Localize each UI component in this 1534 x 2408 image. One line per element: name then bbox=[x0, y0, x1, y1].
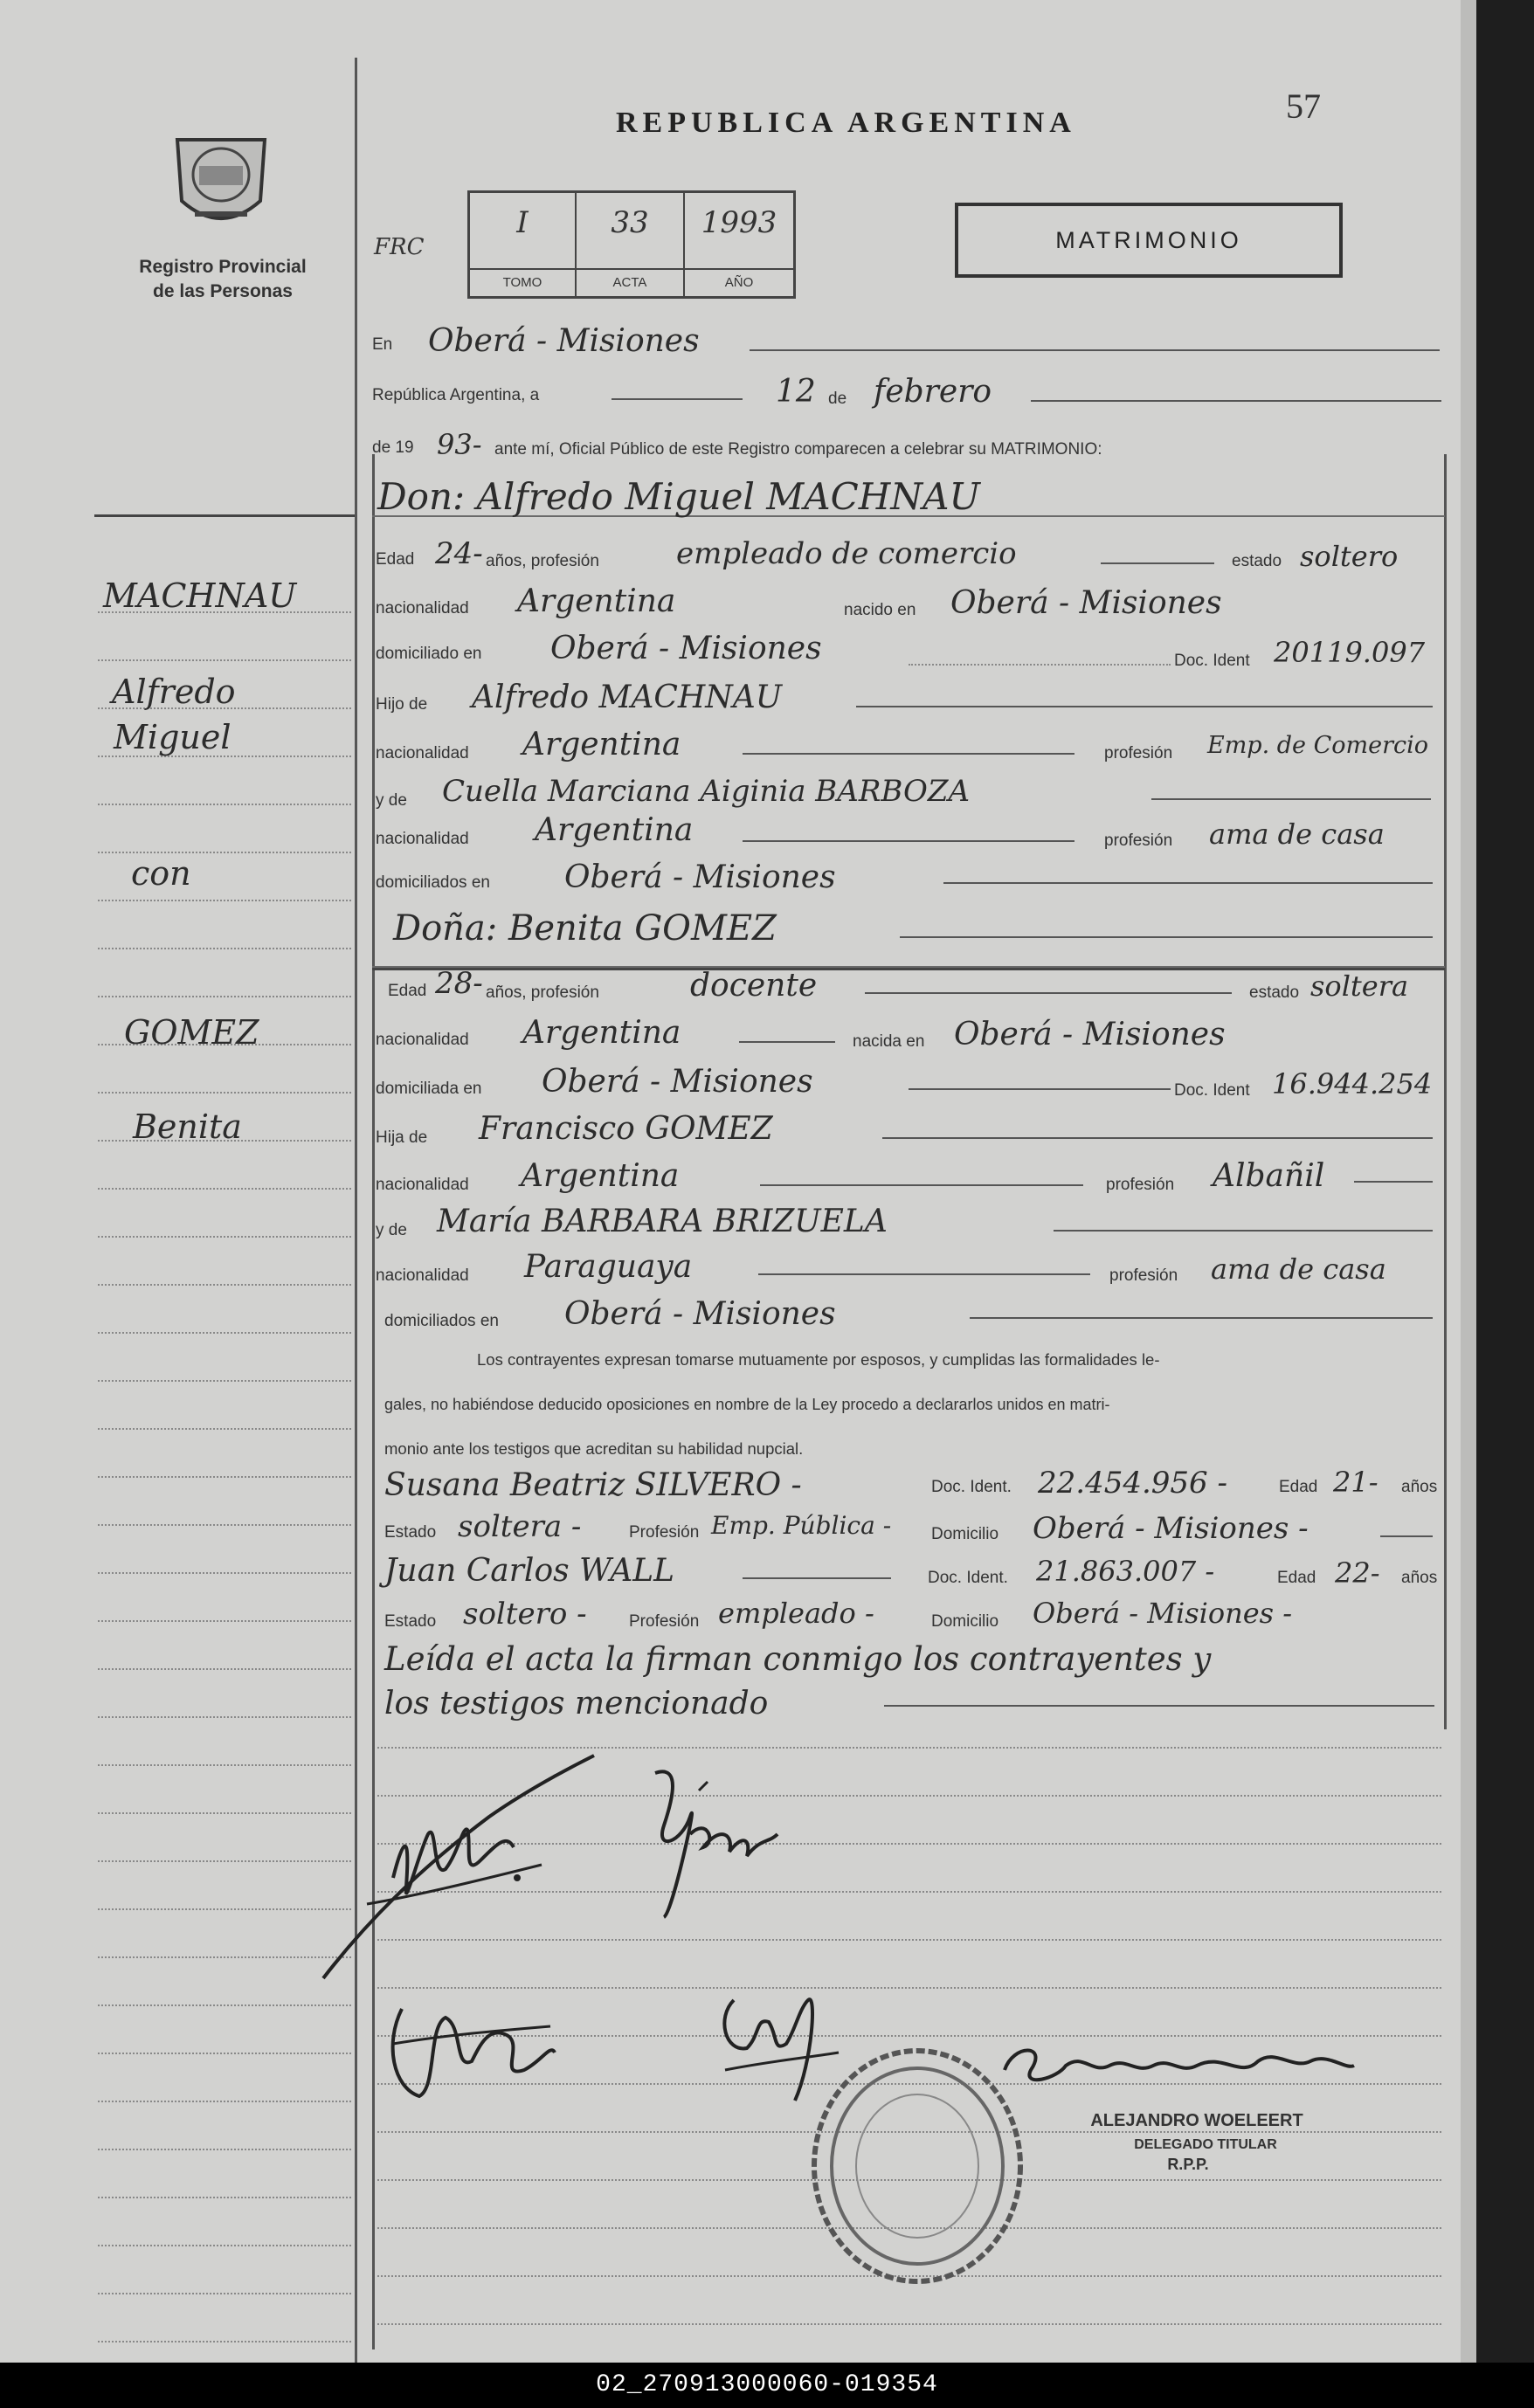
margin-rule bbox=[98, 1380, 351, 1382]
groom-father: Alfredo MACHNAU bbox=[472, 680, 783, 715]
tomo-label: TOMO bbox=[470, 268, 575, 296]
margin-rule bbox=[98, 1092, 351, 1094]
margin-rule bbox=[98, 1188, 351, 1190]
groom-estado: soltero bbox=[1300, 540, 1399, 573]
bride-father-prof-label: profesión bbox=[1106, 1176, 1175, 1194]
margin-rule bbox=[98, 1860, 351, 1862]
groom-mother-prof-label: profesión bbox=[1104, 831, 1173, 850]
margin-rule bbox=[98, 2004, 351, 2006]
bride-doc: 16.944.254 bbox=[1272, 1067, 1433, 1101]
groom-doc: 20119.097 bbox=[1274, 636, 1426, 669]
body-right-border bbox=[1444, 454, 1447, 1729]
margin-rule bbox=[98, 2245, 351, 2246]
margin-rule bbox=[98, 2149, 351, 2150]
document-type-box: MATRIMONIO bbox=[955, 203, 1343, 278]
bride-father: Francisco GOMEZ bbox=[479, 1111, 773, 1147]
closing-line1: Leída el acta la firman conmigo los contrayentes y bbox=[384, 1640, 1212, 1678]
witness2-doc-label: Doc. Ident. bbox=[928, 1569, 1008, 1587]
witness1-profesion: Emp. Pública - bbox=[711, 1511, 892, 1540]
groom-profesion: empleado de comercio bbox=[676, 536, 1017, 571]
groom-mother-nac: Argentina bbox=[535, 812, 694, 848]
image-reference-caption: 02_270913000060-019354 bbox=[0, 2363, 1534, 2408]
declaration-line1: Los contrayentes expresan tomarse mutuamente por esposos, y cumplidas las formalidades le- bbox=[477, 1350, 1160, 1369]
groom-anos-label: años, profesión bbox=[486, 552, 599, 570]
margin-bride-given: Benita bbox=[133, 1107, 242, 1146]
bride-profesion: docente bbox=[690, 968, 818, 1004]
margin-rule bbox=[98, 1476, 351, 1478]
dash bbox=[743, 1577, 891, 1579]
groom-domicilio: Oberá - Misiones bbox=[550, 631, 822, 666]
margin-rule bbox=[98, 659, 351, 661]
bride-nacida-label: nacida en bbox=[853, 1032, 925, 1051]
page-edge bbox=[1461, 0, 1476, 2363]
witness1-prof-label: Profesión bbox=[629, 1523, 700, 1542]
witness1-estado-label: Estado bbox=[384, 1523, 437, 1542]
bride-edad: 28- bbox=[435, 966, 483, 1001]
bride-parents-dom: Oberá - Misiones bbox=[564, 1296, 836, 1332]
dash bbox=[1101, 562, 1214, 564]
closing-line2: los testigos mencionado bbox=[384, 1686, 769, 1721]
place: Oberá - Misiones bbox=[428, 323, 700, 359]
margin-connector: con bbox=[131, 854, 191, 893]
en-label: En bbox=[372, 335, 393, 354]
dash bbox=[882, 1137, 1433, 1139]
dash bbox=[856, 706, 1433, 707]
margin-rule bbox=[98, 1284, 351, 1286]
day: 12 bbox=[776, 374, 816, 410]
groom-doc-label: Doc. Ident bbox=[1174, 652, 1250, 670]
margin-bride-surname: GOMEZ bbox=[124, 1013, 259, 1052]
official-name: ALEJANDRO WOELEERT bbox=[1090, 2111, 1303, 2130]
opening-text: ante mí, Oficial Público de este Registro comparecen a celebrar su MATRIMONIO: bbox=[494, 440, 1102, 459]
margin-rule bbox=[98, 1668, 351, 1670]
groom-father-nac-label: nacionalidad bbox=[376, 744, 469, 762]
bride-nacida: Oberá - Misiones bbox=[954, 1017, 1226, 1052]
groom-nacido-label: nacido en bbox=[844, 601, 916, 619]
witness1-edad-label: Edad bbox=[1279, 1478, 1318, 1496]
groom-father-prof-label: profesión bbox=[1104, 744, 1173, 762]
margin-rule bbox=[98, 1908, 351, 1910]
margin-rule bbox=[98, 1428, 351, 1430]
margin-rule bbox=[98, 1620, 351, 1622]
witness2-edad-label: Edad bbox=[1277, 1569, 1316, 1587]
groom-edad: 24- bbox=[435, 536, 483, 571]
margin-rule bbox=[98, 1524, 351, 1526]
registry-name-line1: Registro Provincial bbox=[139, 257, 307, 277]
witness2-estado: soltero - bbox=[463, 1597, 587, 1632]
groom-yde-label: y de bbox=[376, 791, 407, 810]
bride-dom-label: domiciliada en bbox=[376, 1080, 482, 1098]
margin-rule bbox=[98, 852, 351, 853]
dash bbox=[865, 992, 1232, 994]
acta-reference-box bbox=[467, 190, 796, 299]
groom-nac-label: nacionalidad bbox=[376, 599, 469, 618]
margin-top-rule bbox=[94, 514, 355, 517]
groom-mother-prof: ama de casa bbox=[1209, 818, 1385, 851]
witness2-prof-label: Profesión bbox=[629, 1612, 700, 1631]
margin-rule bbox=[98, 2101, 351, 2102]
groom-name-line: Don: Alfredo Miguel MACHNAU bbox=[377, 475, 980, 518]
year-prefix: de 19 bbox=[372, 438, 414, 457]
bride-mother: María BARBARA BRIZUELA bbox=[437, 1204, 888, 1239]
bride-mother-nac: Paraguaya bbox=[524, 1249, 693, 1285]
margin-groom-given2: Miguel bbox=[114, 718, 231, 756]
groom-hijo-label: Hijo de bbox=[376, 695, 428, 714]
witness2-estado-label: Estado bbox=[384, 1612, 437, 1631]
dash bbox=[884, 1705, 1434, 1707]
bride-father-nac-label: nacionalidad bbox=[376, 1176, 469, 1194]
witness2-dom-label: Domicilio bbox=[931, 1612, 999, 1631]
margin-rule bbox=[98, 1716, 351, 1718]
witness1-dom-label: Domicilio bbox=[931, 1525, 999, 1543]
dash bbox=[1151, 798, 1431, 800]
declaration-line3: monio ante los testigos que acreditan su habilidad nupcial. bbox=[384, 1439, 804, 1458]
groom-nacido: Oberá - Misiones bbox=[950, 585, 1222, 621]
margin-rule bbox=[98, 2197, 351, 2198]
frc-label: FRC bbox=[374, 234, 425, 260]
witness2-anos-label: años bbox=[1401, 1569, 1438, 1587]
bride-mother-prof-label: profesión bbox=[1109, 1266, 1178, 1285]
groom-parents-dom-label: domiciliados en bbox=[376, 873, 490, 892]
groom-estado-label: estado bbox=[1232, 552, 1282, 570]
groom-father-prof: Emp. de Comercio bbox=[1207, 732, 1429, 759]
margin-rule bbox=[98, 948, 351, 949]
groom-parents-dom: Oberá - Misiones bbox=[564, 859, 836, 895]
witness2-name: Juan Carlos WALL bbox=[384, 1553, 675, 1589]
margin-groom-surname: MACHNAU bbox=[103, 576, 297, 615]
ano-value: 1993 bbox=[701, 205, 777, 240]
bride-parents-dom-label: domiciliados en bbox=[384, 1312, 499, 1330]
dash bbox=[1031, 400, 1441, 402]
groom-dom-label: domiciliado en bbox=[376, 645, 482, 663]
margin-rule bbox=[98, 996, 351, 997]
declaration-line2: gales, no habiéndose deducido oposiciones en nombre de la Ley procedo a declararlos unidos en matri- bbox=[384, 1396, 1110, 1413]
ano-label: AÑO bbox=[685, 268, 793, 296]
witness2-domicilio: Oberá - Misiones - bbox=[1033, 1597, 1293, 1630]
margin-rule bbox=[98, 2053, 351, 2054]
signature-bride-icon bbox=[638, 1756, 795, 1930]
year-suffix: 93- bbox=[437, 428, 482, 461]
margin-rule bbox=[98, 1956, 351, 1958]
groom-nacionalidad: Argentina bbox=[517, 583, 676, 619]
signature-official-icon bbox=[996, 2035, 1363, 2096]
bride-estado-label: estado bbox=[1249, 983, 1300, 1002]
margin-rule bbox=[98, 2293, 351, 2294]
dash bbox=[758, 1273, 1090, 1275]
margin-rule bbox=[98, 2341, 351, 2342]
official-initials: R.P.P. bbox=[1167, 2156, 1209, 2173]
witness1-anos-label: años bbox=[1401, 1478, 1438, 1496]
groom-edad-label: Edad bbox=[376, 550, 415, 569]
groom-father-nac: Argentina bbox=[522, 727, 681, 762]
dash bbox=[970, 1317, 1433, 1319]
republica-label: República Argentina, a bbox=[372, 386, 540, 404]
witness1-doc: 22.454.956 - bbox=[1038, 1466, 1227, 1501]
margin-rule bbox=[98, 1236, 351, 1238]
bride-doc-label: Doc. Ident bbox=[1174, 1081, 1250, 1100]
bride-estado: soltera bbox=[1310, 969, 1409, 1003]
witness1-doc-label: Doc. Ident. bbox=[931, 1478, 1012, 1496]
month: febrero bbox=[874, 374, 992, 410]
margin-rule bbox=[98, 1572, 351, 1574]
bride-mother-nac-label: nacionalidad bbox=[376, 1266, 469, 1285]
margin-rule bbox=[98, 900, 351, 901]
witness1-name: Susana Beatriz SILVERO - bbox=[384, 1467, 802, 1503]
margin-rule bbox=[98, 1764, 351, 1766]
witness1-domicilio: Oberá - Misiones - bbox=[1033, 1511, 1309, 1546]
bride-father-nac: Argentina bbox=[521, 1158, 680, 1194]
bride-hija-label: Hija de bbox=[376, 1128, 428, 1147]
dash bbox=[743, 840, 1074, 842]
dash bbox=[612, 398, 743, 400]
bride-yde-label: y de bbox=[376, 1221, 407, 1239]
dash bbox=[750, 349, 1440, 351]
page-number: 57 bbox=[1286, 86, 1321, 126]
country-title: REPUBLICA ARGENTINA bbox=[616, 107, 1076, 139]
bride-nacionalidad: Argentina bbox=[522, 1015, 681, 1051]
dash bbox=[739, 1041, 835, 1043]
left-margin-line bbox=[355, 58, 357, 2363]
dash bbox=[1380, 1535, 1433, 1537]
bride-edad-label: Edad bbox=[388, 982, 427, 1000]
margin-rule bbox=[98, 1812, 351, 1814]
bride-nac-label: nacionalidad bbox=[376, 1031, 469, 1049]
signature-groom-icon bbox=[314, 1747, 612, 1991]
dash bbox=[909, 1088, 1171, 1090]
witness1-edad: 21- bbox=[1333, 1466, 1379, 1499]
dash bbox=[900, 936, 1433, 938]
bride-anos-label: años, profesión bbox=[486, 983, 599, 1002]
dash bbox=[760, 1184, 1083, 1186]
official-title: DELEGADO TITULAR bbox=[1134, 2137, 1277, 2152]
margin-rule bbox=[98, 1332, 351, 1334]
witness2-edad: 22- bbox=[1335, 1556, 1380, 1590]
witness1-estado: soltera - bbox=[458, 1509, 582, 1544]
signature-witness1-icon bbox=[376, 1991, 568, 2105]
day-de-label: de bbox=[828, 390, 847, 408]
witness2-profesion: empleado - bbox=[718, 1597, 874, 1630]
body-left-border bbox=[372, 454, 375, 2349]
registry-name-line2: de las Personas bbox=[153, 281, 293, 301]
official-seal-icon bbox=[808, 2044, 1026, 2288]
bride-mother-prof: ama de casa bbox=[1211, 1252, 1386, 1286]
book-binding bbox=[1476, 0, 1534, 2363]
acta-label: ACTA bbox=[577, 268, 683, 296]
margin-rule bbox=[98, 804, 351, 805]
acta-value: 33 bbox=[611, 205, 649, 240]
dash bbox=[743, 753, 1074, 755]
margin-groom-given1: Alfredo bbox=[112, 673, 236, 711]
groom-bride-divider bbox=[372, 968, 1445, 970]
tomo-value: I bbox=[516, 205, 529, 240]
groom-mother: Cuella Marciana Aiginia BARBOZA bbox=[442, 774, 971, 809]
dash bbox=[943, 882, 1433, 884]
witness2-doc: 21.863.007 - bbox=[1036, 1555, 1215, 1588]
body-rule bbox=[377, 2323, 1441, 2325]
dash bbox=[1054, 1230, 1433, 1232]
groom-mother-nac-label: nacionalidad bbox=[376, 830, 469, 848]
dash bbox=[1354, 1181, 1433, 1183]
bride-name-line: Doña: Benita GOMEZ bbox=[393, 908, 777, 949]
dots bbox=[909, 664, 1171, 666]
bride-father-prof: Albañil bbox=[1213, 1158, 1325, 1194]
registry-emblem-icon bbox=[164, 122, 278, 236]
bride-domicilio: Oberá - Misiones bbox=[542, 1064, 813, 1100]
